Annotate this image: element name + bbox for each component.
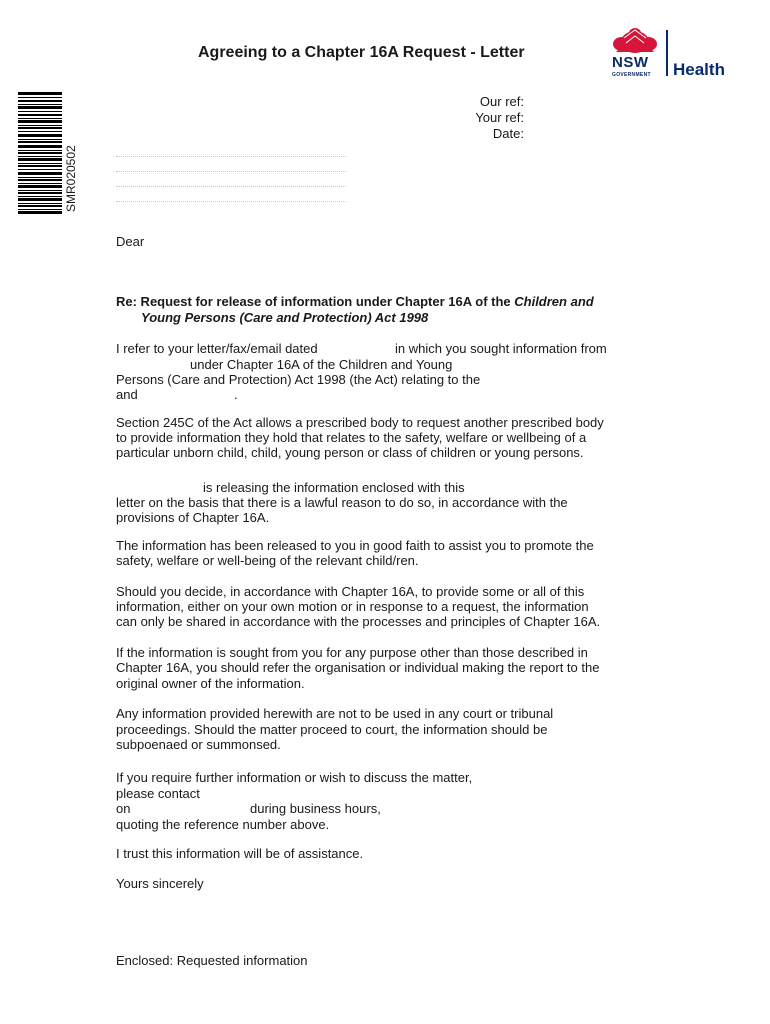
p4-line: safety, welfare or well-being of the relevant child/ren. (116, 553, 419, 568)
p3-line: is releasing the information enclosed with this (203, 480, 465, 495)
address-line (116, 201, 346, 202)
re-heading-act: Children and (514, 294, 594, 309)
page-title: Agreeing to a Chapter 16A Request - Letter (198, 44, 525, 61)
p1-line-1a: I refer to your letter/fax/email dated (116, 341, 318, 356)
address-line (116, 186, 346, 187)
enclosed-note: Enclosed: Requested information (116, 953, 308, 968)
p8-line-1: If you require further information or wish to discuss the matter, (116, 770, 473, 785)
p7-line: Any information provided herewith are not to be used in any court or tribunal (116, 706, 554, 721)
p8-line-2: please contact (116, 786, 200, 801)
p3-line: provisions of Chapter 16A. (116, 510, 270, 525)
re-heading-act-cont: Young Persons (Care and Protection) Act 1998 (141, 310, 429, 325)
logo-nsw-text: NSW (612, 54, 649, 71)
barcode-number: SMR020502 (64, 145, 78, 212)
waratah-icon (610, 28, 660, 54)
logo-health-text: Health (673, 60, 725, 79)
p9-line: I trust this information will be of assistance. (116, 846, 364, 861)
address-line (116, 171, 346, 172)
p6-line: original owner of the information. (116, 676, 305, 691)
re-heading (116, 294, 594, 310)
re-heading-prefix: Re: Request for release of information under Chapter 16A of the (116, 294, 515, 309)
our-ref-label: Our ref: (479, 94, 524, 109)
p8-line-4: quoting the reference number above. (116, 817, 330, 832)
p5-line: can only be shared in accordance with the processes and principles of Chapter 16A. (116, 614, 601, 629)
nsw-health-logo (610, 28, 735, 84)
p5-line: Should you decide, in accordance with Chapter 16A, to provide some or all of this (116, 584, 585, 599)
p1-line-4b: . (234, 387, 238, 402)
p4-line: The information has been released to you in good faith to assist you to promote the (116, 538, 594, 553)
p1-line-1b: in which you sought information from (395, 341, 607, 356)
salutation: Dear (116, 234, 145, 249)
p1-line-2: under Chapter 16A of the Children and Young (190, 357, 453, 372)
p7-line: proceedings. Should the matter proceed to court, the information should be (116, 722, 548, 737)
logo-government-text: GOVERNMENT (612, 72, 651, 78)
p2-line: particular unborn child, child, young person or class of children or young persons. (116, 445, 584, 460)
your-ref-label: Your ref: (475, 110, 524, 125)
p1-line-3: Persons (Care and Protection) Act 1998 (the Act) relating to the (116, 372, 481, 387)
p2-line: to provide information they hold that relates to the safety, welfare or wellbeing of a (116, 430, 587, 445)
p8-line-3a: on (116, 801, 131, 816)
p2-line: Section 245C of the Act allows a prescribed body to request another prescribed body (116, 415, 604, 430)
date-label: Date: (492, 126, 524, 141)
p3-line: letter on the basis that there is a lawful reason to do so, in accordance with the (116, 495, 568, 510)
closing: Yours sincerely (116, 876, 204, 891)
address-line (116, 156, 346, 157)
p6-line: Chapter 16A, you should refer the organisation or individual making the report to the (116, 660, 600, 675)
p5-line: information, either on your own motion or in response to a request, the information (116, 599, 589, 614)
p8-line-3b: during business hours, (250, 801, 381, 816)
logo-divider (666, 30, 668, 76)
p7-line: subpoenaed or summonsed. (116, 737, 281, 752)
p1-line-4a: and (116, 387, 138, 402)
p6-line: If the information is sought from you for any purpose other than those described in (116, 645, 588, 660)
barcode-icon (18, 92, 62, 214)
